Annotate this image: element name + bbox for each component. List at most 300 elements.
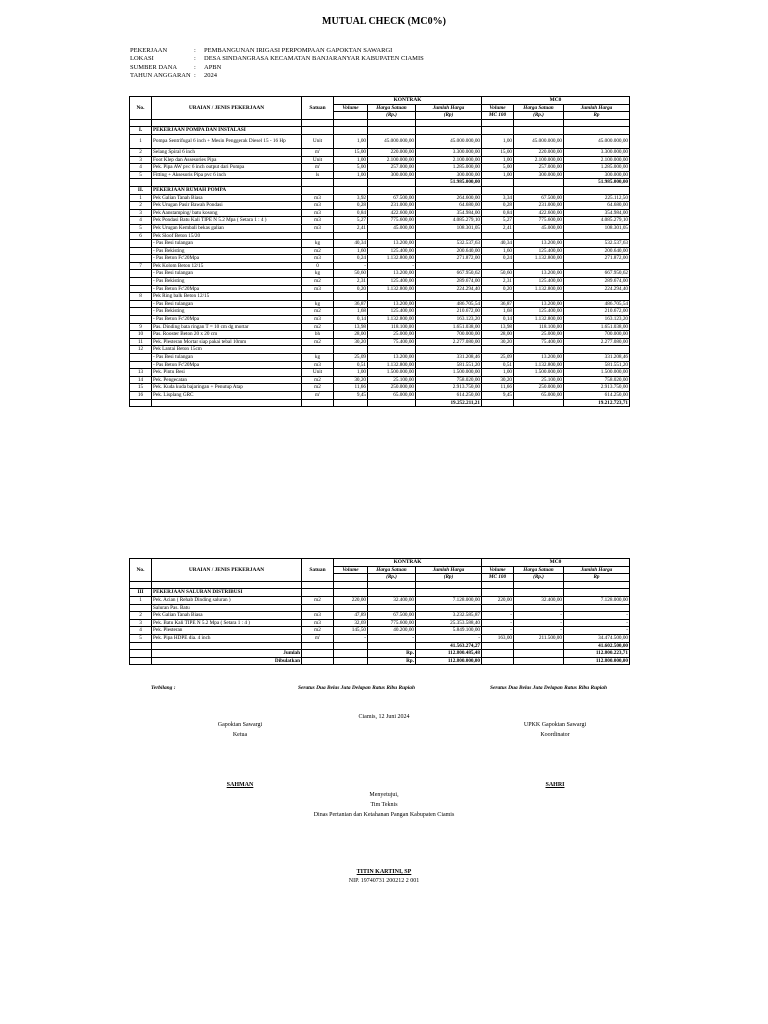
table-cell: 758.020,00 [564,376,630,384]
table-cell: 13.200,00 [514,240,564,248]
table-cell: 13.200,00 [368,270,416,278]
table-cell: 3.300.000,00 [416,148,482,156]
table-cell: 11,66 [334,384,368,392]
table-cell: 32.400,00 [514,596,564,604]
table-cell: 1.132.800,00 [368,255,416,263]
table-cell: 13,98 [482,323,514,331]
table-cell: 13.200,00 [368,354,416,362]
table-cell: 1.132.800,00 [514,285,564,293]
table-cell: 30,20 [334,376,368,384]
table-cell: 5.849.100,00 [416,627,482,635]
table-cell: 4.085.279,10 [416,217,482,225]
table-cell: 758.020,00 [416,376,482,384]
table-cell: 45.000.000,00 [416,134,482,148]
table-cell: 300.000,00 [514,171,564,179]
table-cell: 25,09 [334,354,368,362]
table-cell: 5,00 [334,164,368,172]
table-cell: Pek. Plesteran [152,627,302,635]
table-cell: 11 [130,338,152,346]
table-cell [334,127,368,135]
left-signatory-name: SAHMAN [226,782,254,788]
spacer-cell [564,581,630,589]
table-cell: 7 [130,262,152,270]
table-cell: Pek Urugan Kembali bekas galian [152,224,302,232]
table-cell: 45.000.000,00 [368,134,416,148]
table-cell [514,346,564,354]
kontrak-group-header: KONTRAK [334,559,482,567]
table-cell: - [482,627,514,635]
table-row [130,391,630,399]
table-cell: 200.640,00 [564,247,630,255]
table-cell: Pek Kolom Beton 12/15 [152,262,302,270]
table-cell: 13.200,00 [368,240,416,248]
table-cell: 45.000.000,00 [564,134,630,148]
table-cell [130,316,152,324]
col-subheader: (Rp.) [514,112,564,120]
table-cell: Pek Ring balk Beton 12/15 [152,293,302,301]
meta-row [130,55,424,63]
table-cell: 125.400,00 [368,278,416,286]
table-cell: 0,28 [334,202,368,210]
table-cell: 5 [130,224,152,232]
table-cell: Pek Lantai Beton 15cm [152,346,302,354]
table-cell: 1,00 [334,369,368,377]
table-row [130,376,630,384]
table-cell: 118.100,00 [514,323,564,331]
table-cell [416,127,482,135]
table-cell: 667.950,62 [416,270,482,278]
table-row [130,308,630,316]
col-subheader: Volume [334,104,368,112]
table-cell: 40.200,00 [368,627,416,635]
col-subheader: (Rp.) [368,112,416,120]
table-cell [302,604,334,612]
col-subheader: Jumlah Harga [416,104,482,112]
table-row [130,361,630,369]
table-cell: 4 [130,627,152,635]
table-cell: 15 [130,384,152,392]
table-cell: m3 [302,361,334,369]
table-cell: m3 [302,209,334,217]
table-cell [368,179,416,187]
col-subheader: Jumlah Harga [416,566,482,574]
table-cell [564,589,630,597]
table-cell [564,127,630,135]
table-row [130,642,630,650]
table-cell: - [564,627,630,635]
table-cell: - [482,612,514,620]
table-cell: 422.600,00 [368,209,416,217]
table-cell: ls [302,171,334,179]
table-cell: 289.674,00 [564,278,630,286]
col-subheader: (Rp) [416,574,482,582]
table-cell: 5,00 [482,164,514,172]
spacer-cell [482,581,514,589]
table-cell [368,604,416,612]
table-cell: 1 [130,596,152,604]
table-cell: 271.872,00 [564,255,630,263]
table-cell: 25.000,00 [514,331,564,339]
table-cell: - Pas Bekisting [152,308,302,316]
table-cell [564,186,630,194]
table-cell: 0,14 [482,316,514,324]
meta-row [130,72,424,80]
table-cell: bh [302,331,334,339]
table-cell: 1,68 [334,308,368,316]
table-cell [130,642,152,650]
table-cell: 13,98 [334,323,368,331]
table-cell: 2 [130,612,152,620]
table-cell: 250.000,00 [368,384,416,392]
table-cell: 8 [130,293,152,301]
summary-unit: Rp. [368,657,416,665]
table-cell: m3 [302,285,334,293]
table-row [130,194,630,202]
table-cell: 125.400,00 [514,278,564,286]
table-cell: - [514,612,564,620]
table-cell: 1.132.800,00 [368,361,416,369]
table-cell: 200.640,00 [416,247,482,255]
spacer-cell [416,581,482,589]
table-cell: 2,41 [482,224,514,232]
table-cell: - [482,619,514,627]
col-subheader: (Rp) [416,112,482,120]
table-cell [514,657,564,665]
table-cell [368,346,416,354]
table-cell: Unit [302,134,334,148]
table-cell: 64.680,00 [416,202,482,210]
table-cell [482,589,514,597]
table-cell [514,127,564,135]
approver-name: TITIN KARTINI, SP [356,869,412,875]
summary-mc-value: 112.800.000,00 [564,657,630,665]
table-cell [302,127,334,135]
table-cell: 2.100.000,00 [416,156,482,164]
mutual-check-table-1 [129,96,630,407]
table-cell: 486.705,54 [564,300,630,308]
table-cell: - Pas Besi tulangan [152,240,302,248]
table-cell: - [514,619,564,627]
table-cell: 1,00 [334,156,368,164]
table-cell: 2.100.000,00 [368,156,416,164]
table-row [130,285,630,293]
table-cell: 1,00 [334,171,368,179]
spacer-cell [130,581,152,589]
table-cell: 9,45 [334,391,368,399]
col-uraian-header: URAIAN / JENIS PEKERJAAN [152,559,302,582]
right-signatory-name: SAHRI [545,782,565,788]
table-cell: 6 [130,232,152,240]
place-date: Ciamis, 12 Juni 2024 [358,714,410,720]
table-cell: 224.294,40 [416,285,482,293]
table-cell [514,399,564,407]
table-cell: - [368,262,416,270]
table-row [130,331,630,339]
table-cell: 0,14 [334,316,368,324]
table-row [130,354,630,362]
table-row [130,186,630,194]
table-cell: m3 [302,255,334,263]
table-cell: 5 [130,171,152,179]
table-row [130,323,630,331]
table-cell [368,589,416,597]
table-cell: 0,51 [334,361,368,369]
table-cell: 108.301,05 [416,224,482,232]
table-cell: kg [302,240,334,248]
table-cell: m2 [302,376,334,384]
col-satuan-header: Satuan [302,559,334,582]
table-cell: I. [130,127,152,135]
table-cell: 40,34 [334,240,368,248]
table-row [130,179,630,187]
table-cell: m2 [302,308,334,316]
spacer-cell [334,581,368,589]
table-cell [368,186,416,194]
meta-key: SUMBER DANA [130,63,178,71]
col-subheader: MC 100 [482,574,514,582]
table-cell [130,247,152,255]
table-cell: m2 [302,247,334,255]
table-cell: 220.000,00 [514,148,564,156]
col-subheader: Harga Satuan [514,104,564,112]
table-cell: 300.000,00 [416,171,482,179]
table-cell: 1.132.800,00 [514,316,564,324]
table-cell [334,179,368,187]
table-cell: 1,00 [482,171,514,179]
mc-group-header: MC0 [482,559,630,567]
table-cell: PEKERJAAN RUMAH POMPA [152,186,302,194]
table-cell: 775.600,00 [368,217,416,225]
spacer-cell [368,581,416,589]
meta-colon: : [194,55,196,63]
table-cell: 5,27 [482,217,514,225]
table-cell [130,300,152,308]
table-cell: 271.872,00 [416,255,482,263]
table-cell [130,657,152,665]
table-cell [564,346,630,354]
col-subheader: Volume [334,566,368,574]
table-cell [416,604,482,612]
col-subheader: (Rp.) [514,574,564,582]
table-cell: 13 [130,369,152,377]
table-cell: 1,68 [482,308,514,316]
table-row [130,156,630,164]
table-cell: 300.000,00 [368,171,416,179]
table-cell: 13.200,00 [514,354,564,362]
table-cell: 7.128.000,00 [564,596,630,604]
table-cell: Pek. Batu Kali TIPE N 5.2 Mpa ( Setara 1 : 4 ) [152,619,302,627]
spacer-cell [564,119,630,127]
table-cell: 354.984,00 [416,209,482,217]
table-cell: 1.132.800,00 [368,316,416,324]
table-cell: Pas. Rooster Beton 20 x 20 cm [152,331,302,339]
table-cell [482,657,514,665]
table-cell: 34.474.500,00 [564,634,630,642]
table-cell [482,604,514,612]
table-cell [514,650,564,658]
table-cell [334,657,368,665]
table-cell: 614.250,00 [416,391,482,399]
table-cell: 3,92 [334,194,368,202]
table-cell [482,232,514,240]
table-cell: m' [302,391,334,399]
table-row [130,384,630,392]
table-cell: m3 [302,612,334,620]
table-cell: 1.132.800,00 [514,361,564,369]
terbilang-kontrak: Seratus Dua Belas Juta Delapan Ratus Ribu Rupiah [298,685,415,691]
table-cell [130,278,152,286]
table-cell: 15,00 [482,148,514,156]
approve-line-3: Dinas Pertanian dan Ketahanan Pangan Kabupaten Ciamis [313,812,455,818]
meta-value: DESA SINDANGRASA KECAMATAN BANJARANYAR KABUPATEN CIAMIS [204,55,424,63]
summary-label: Dibulatkan [152,657,302,665]
table-cell: 4.085.279,10 [564,217,630,225]
table-row [130,217,630,225]
meta-value: PEMBANGUNAN IRIGASI PERPOMPAAN GAPOKTAN SAWARGI [204,47,393,54]
meta-key: PEKERJAAN [130,47,168,54]
table-cell [334,232,368,240]
table-cell: m' [302,634,334,642]
table-cell [482,642,514,650]
table-row [130,293,630,301]
table-cell: m' [302,164,334,172]
table-cell: 41.563.274,27 [416,642,482,650]
table-cell: - Pas Bekisting [152,247,302,255]
summary-kontrak-value: 112.800.000,00 [416,657,482,665]
left-role: Ketua [232,732,248,738]
table-row [130,316,630,324]
table-cell: Pek. Kuda kuda bajaringan + Penutup Atap [152,384,302,392]
table-cell [302,232,334,240]
table-cell: 257.000,00 [514,164,564,172]
col-satuan-header: Satuan [302,97,334,120]
table-row [130,596,630,604]
table-cell: 16 [130,391,152,399]
table-cell: 3.232.585,87 [416,612,482,620]
table-cell [130,270,152,278]
table-row [130,604,630,612]
table-cell: - Pas Besi tulangan [152,354,302,362]
table-cell [130,285,152,293]
table-cell: 2,41 [334,224,368,232]
table-cell: 15,00 [334,148,368,156]
table-cell: 10 [130,331,152,339]
table-cell: Pek. Acian ( Rehab Dinding saluran ) [152,596,302,604]
table-cell: 0,24 [334,255,368,263]
summary-row [130,650,630,658]
table-cell: 3 [130,619,152,627]
table-cell: 1.285.000,00 [564,164,630,172]
table-cell: Pek. Pipa HDPE dia. 4 inch [152,634,302,642]
table-cell: 3,34 [482,194,514,202]
col-no-header: No. [130,559,152,582]
table-cell: 13.200,00 [368,300,416,308]
table-cell [130,308,152,316]
table-cell: 28,00 [482,331,514,339]
table-cell: 41.602.500,00 [564,642,630,650]
summary-unit: Rp. [368,650,416,658]
table-cell [334,604,368,612]
table-cell: 47,89 [334,612,368,620]
approve-line-1: Menyetujui, [369,792,399,798]
table-cell: 220,00 [482,596,514,604]
table-cell: 45.000,00 [514,224,564,232]
table-cell: 25,09 [482,354,514,362]
meta-row [130,64,424,72]
table-cell: 25.000,00 [368,331,416,339]
table-cell: 775.600,00 [514,217,564,225]
table-cell [416,186,482,194]
table-cell: - Pas Bekisting [152,278,302,286]
table-cell: 2.277.080,00 [416,338,482,346]
meta-colon: : [194,63,196,71]
table-row [130,209,630,217]
table-cell [302,293,334,301]
table-row [130,127,630,135]
table-cell: 32,69 [334,619,368,627]
table-cell [130,179,152,187]
table-cell [334,642,368,650]
table-cell [482,127,514,135]
table-cell [302,179,334,187]
table-cell: 1,00 [482,134,514,148]
table-cell: 30,20 [482,376,514,384]
col-subheader-blank [334,112,368,120]
table-cell: 36,87 [482,300,514,308]
table-cell: 11,66 [482,384,514,392]
left-org: Gapoktan Sawargi [217,722,263,728]
table-cell: 1 [130,194,152,202]
table-cell [334,186,368,194]
table-cell: m2 [302,596,334,604]
table-row [130,399,630,407]
table-cell [302,642,334,650]
spacer-cell [368,119,416,127]
table-cell: - Pas Beton Fc'20Mpa [152,285,302,293]
meta-key: LOKASI [130,55,154,63]
table-row [130,240,630,248]
table-cell: 4 [130,164,152,172]
table-cell: PEKERJAAN SALURAN DISTRIBUSI [152,589,302,597]
table-cell: m2 [302,338,334,346]
table-cell [482,293,514,301]
table-cell: 0,84 [334,209,368,217]
table-cell: m3 [302,217,334,225]
table-cell: 30,20 [334,338,368,346]
right-role: Koordinator [540,732,570,738]
table-cell: 19.252.211,21 [416,399,482,407]
table-row [130,134,630,148]
table-cell: 9 [130,323,152,331]
meta-value: APBN [204,63,222,71]
table-cell: m3 [302,202,334,210]
col-no-header: No. [130,97,152,120]
table-cell: m3 [302,194,334,202]
table-cell [514,232,564,240]
table-cell: 4 [130,217,152,225]
table-cell: 51.985.000,00 [564,179,630,187]
meta-key: TAHUN ANGGARAN [130,72,191,80]
table-cell [482,650,514,658]
table-cell: 75.400,00 [368,338,416,346]
table-cell: 67.500,00 [514,194,564,202]
table-cell: 0,20 [334,285,368,293]
approve-line-2: Tim Teknis [370,802,398,808]
meta-row [130,47,424,55]
table-row [130,627,630,635]
table-cell: 0,24 [482,255,514,263]
table-row [130,278,630,286]
